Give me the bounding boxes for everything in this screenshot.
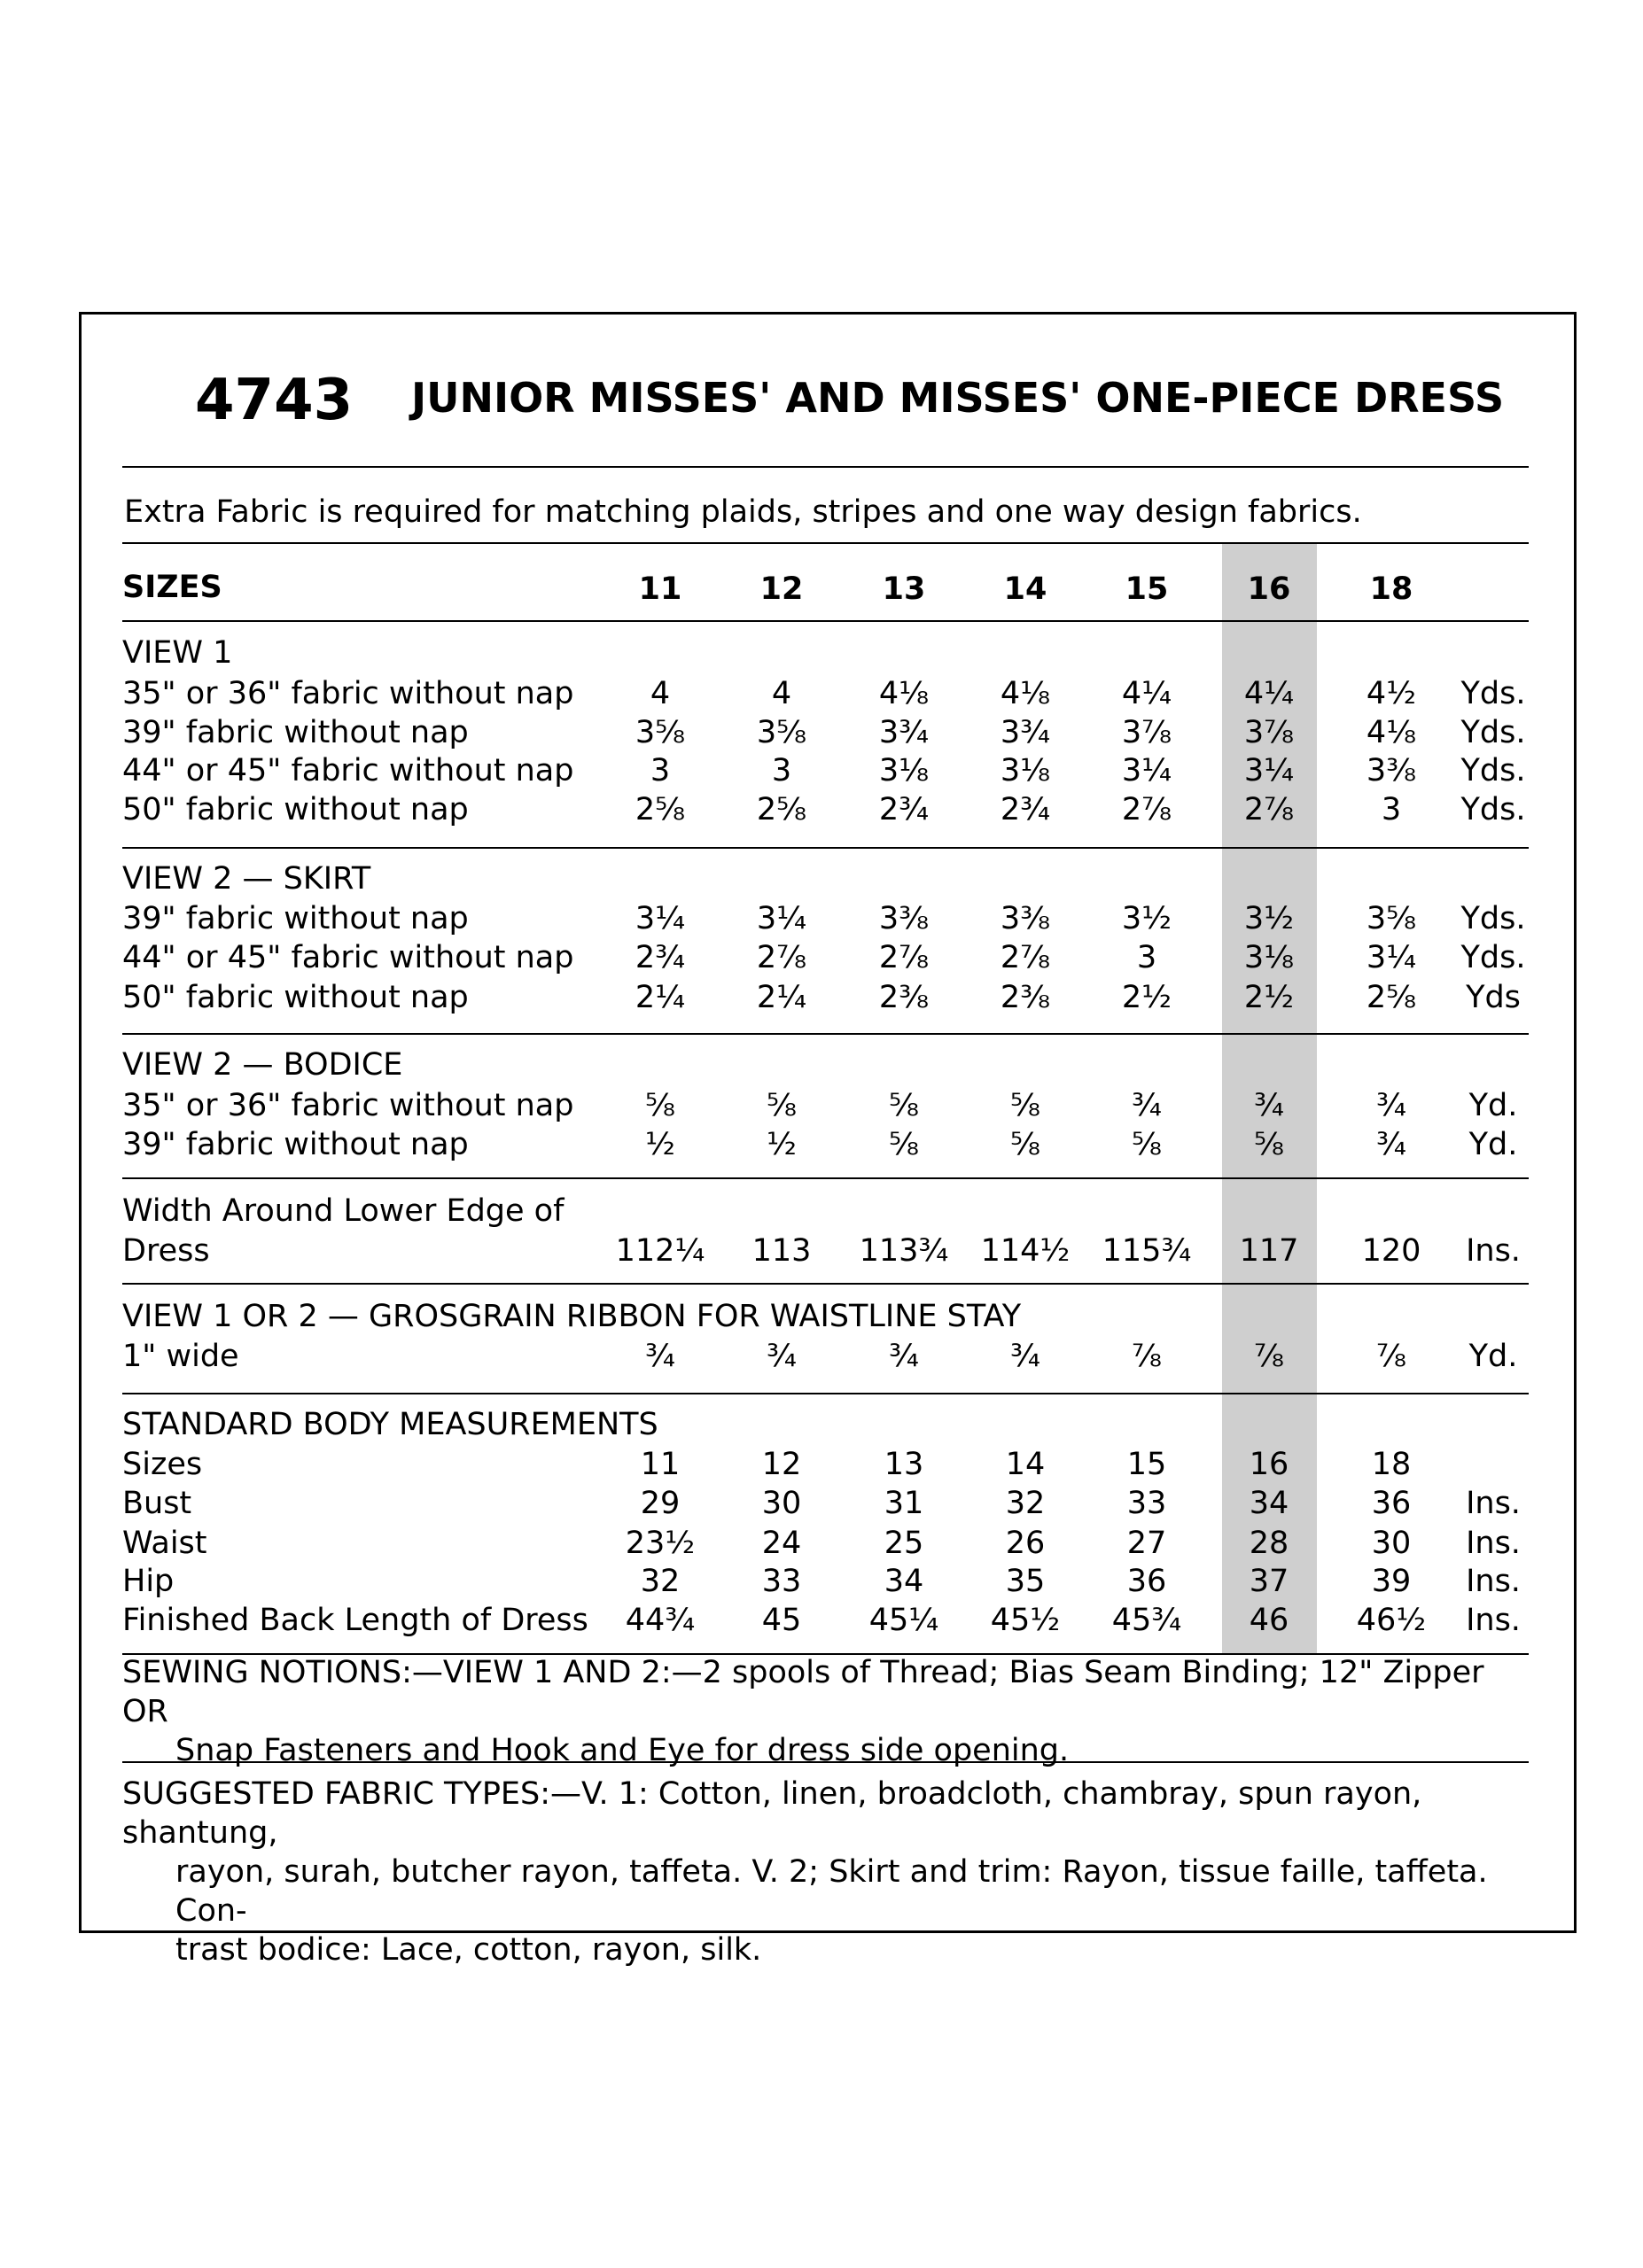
unit-label: Ins. xyxy=(1466,1486,1521,1521)
value-cell: 23½ xyxy=(625,1526,696,1561)
divider xyxy=(122,1653,1529,1655)
value-cell: 117 xyxy=(1239,1233,1299,1269)
extra-fabric-note: Extra Fabric is required for matching plaids, stripes and one way design fabrics. xyxy=(124,494,1362,530)
value-cell: 2⅞ xyxy=(1000,940,1051,975)
value-cell: 15 xyxy=(1125,571,1169,607)
value-cell: ⅝ xyxy=(1010,1127,1040,1162)
value-cell: ½ xyxy=(767,1127,797,1162)
unit-label: Yds. xyxy=(1460,792,1526,827)
value-cell: 36 xyxy=(1126,1564,1167,1599)
value-cell: ¾ xyxy=(1010,1339,1040,1374)
pattern-number: 4743 xyxy=(195,368,354,433)
value-cell: 11 xyxy=(638,571,682,607)
value-cell: 2⅜ xyxy=(878,980,930,1015)
value-cell: 2⅝ xyxy=(1366,980,1417,1015)
value-cell: 3⅜ xyxy=(878,901,930,936)
value-cell: ⅞ xyxy=(1132,1339,1162,1374)
value-cell: 45¾ xyxy=(1111,1603,1182,1638)
unit-label: Yd. xyxy=(1468,1339,1518,1374)
value-cell: 33 xyxy=(761,1564,802,1599)
value-cell: ¾ xyxy=(645,1339,675,1374)
value-cell: 2⅞ xyxy=(878,940,930,975)
value-cell: ½ xyxy=(645,1127,675,1162)
divider xyxy=(122,1033,1529,1035)
value-cell: 3⅝ xyxy=(635,715,686,750)
value-cell: 16 xyxy=(1247,571,1291,607)
measurement-row-label: Hip xyxy=(122,1564,175,1599)
value-cell: 113¾ xyxy=(859,1233,949,1269)
unit-label: Ins. xyxy=(1466,1603,1521,1638)
value-cell: 4⅛ xyxy=(1000,676,1051,711)
value-cell: ¾ xyxy=(1376,1088,1406,1123)
unit-label: Yds. xyxy=(1460,753,1526,788)
value-cell: 46½ xyxy=(1356,1603,1427,1638)
value-cell: 16 xyxy=(1249,1447,1289,1482)
measurement-row-label: Sizes xyxy=(122,1447,203,1482)
value-cell: ⅝ xyxy=(1010,1088,1040,1123)
value-cell: 37 xyxy=(1249,1564,1289,1599)
value-cell: 30 xyxy=(1371,1526,1412,1561)
section-heading: VIEW 1 xyxy=(122,635,233,671)
fabric-row-label: 35" or 36" fabric without nap xyxy=(122,676,574,711)
fabric-row-label: 39" fabric without nap xyxy=(122,901,469,936)
value-cell: 12 xyxy=(759,571,804,607)
fabric-types-line-3: trast bodice: Lace, cotton, rayon, silk. xyxy=(175,1932,762,1968)
value-cell: 2⅝ xyxy=(756,792,807,827)
sewing-notions-line-1: SEWING NOTIONS:—VIEW 1 AND 2:—2 spools of Thread; Bias Seam Binding; 12" Zipper OR xyxy=(122,1655,1484,1729)
section-heading: VIEW 2 — BODICE xyxy=(122,1047,403,1083)
body-measurements-heading: STANDARD BODY MEASUREMENTS xyxy=(122,1407,658,1442)
value-cell: 3⅝ xyxy=(1366,901,1417,936)
value-cell: 34 xyxy=(884,1564,924,1599)
value-cell: 11 xyxy=(640,1447,681,1482)
value-cell: 3⅜ xyxy=(1366,753,1417,788)
value-cell: 3⅞ xyxy=(1121,715,1172,750)
value-cell: 18 xyxy=(1369,571,1413,607)
divider xyxy=(122,542,1529,544)
unit-label: Yds. xyxy=(1460,901,1526,936)
value-cell: 46 xyxy=(1249,1603,1289,1638)
value-cell: 32 xyxy=(640,1564,681,1599)
value-cell: 12 xyxy=(761,1447,802,1482)
pattern-title: JUNIOR MISSES' AND MISSES' ONE-PIECE DRESS xyxy=(411,374,1505,422)
value-cell: ⅝ xyxy=(1132,1127,1162,1162)
value-cell: 13 xyxy=(884,1447,924,1482)
value-cell: 45 xyxy=(761,1603,802,1638)
unit-label: Yds. xyxy=(1460,940,1526,975)
measurement-row-label: Waist xyxy=(122,1526,207,1561)
value-cell: 4⅛ xyxy=(878,676,930,711)
value-cell: 3¼ xyxy=(1366,940,1417,975)
value-cell: 2¾ xyxy=(1000,792,1051,827)
value-cell: ¾ xyxy=(767,1339,797,1374)
value-cell: 2⅝ xyxy=(635,792,686,827)
value-cell: 29 xyxy=(640,1486,681,1521)
fabric-row-label: 35" or 36" fabric without nap xyxy=(122,1088,574,1123)
unit-label: Yds. xyxy=(1460,715,1526,750)
value-cell: 2½ xyxy=(1243,980,1295,1015)
value-cell: 2⅞ xyxy=(1121,792,1172,827)
value-cell: 3¼ xyxy=(1121,753,1172,788)
value-cell: 4 xyxy=(650,676,671,711)
value-cell: 2½ xyxy=(1121,980,1172,1015)
value-cell: 39 xyxy=(1371,1564,1412,1599)
value-cell: 4¼ xyxy=(1121,676,1172,711)
value-cell: ⅝ xyxy=(889,1088,919,1123)
value-cell: 3½ xyxy=(1243,901,1295,936)
value-cell: 34 xyxy=(1249,1486,1289,1521)
value-cell: ⅞ xyxy=(1254,1339,1284,1374)
value-cell: 4 xyxy=(771,676,792,711)
unit-label: Yd. xyxy=(1468,1127,1518,1162)
value-cell: 3⅝ xyxy=(756,715,807,750)
fabric-row-label: 39" fabric without nap xyxy=(122,715,469,750)
value-cell: 28 xyxy=(1249,1526,1289,1561)
value-cell: ⅝ xyxy=(767,1088,797,1123)
value-cell: 3¾ xyxy=(1000,715,1051,750)
fabric-types-line-1: SUGGESTED FABRIC TYPES:—V. 1: Cotton, linen, broadcloth, chambray, spun rayon, shantung, xyxy=(122,1776,1422,1851)
value-cell: 3 xyxy=(771,753,792,788)
divider xyxy=(122,847,1529,849)
value-cell: ¾ xyxy=(1254,1088,1284,1123)
divider xyxy=(122,1283,1529,1285)
value-cell: 3¾ xyxy=(878,715,930,750)
unit-label: Yds xyxy=(1466,980,1521,1015)
sewing-notions xyxy=(122,1653,1531,1770)
divider xyxy=(122,620,1529,622)
suggested-fabric-types xyxy=(122,1775,1531,1969)
value-cell: 113 xyxy=(751,1233,812,1269)
fabric-row-label: 44" or 45" fabric without nap xyxy=(122,753,574,788)
value-cell: 2¾ xyxy=(878,792,930,827)
width-around-label: Dress xyxy=(122,1233,210,1269)
value-cell: 2¾ xyxy=(635,940,686,975)
value-cell: 15 xyxy=(1126,1447,1167,1482)
unit-label: Ins. xyxy=(1466,1564,1521,1599)
value-cell: 4½ xyxy=(1366,676,1417,711)
value-cell: 13 xyxy=(882,571,926,607)
value-cell: 3 xyxy=(1136,940,1157,975)
value-cell: 2⅞ xyxy=(1243,792,1295,827)
value-cell: 14 xyxy=(1003,571,1047,607)
value-cell: 3 xyxy=(650,753,671,788)
value-cell: 32 xyxy=(1005,1486,1046,1521)
fabric-types-line-2: rayon, surah, butcher rayon, taffeta. V. 2; Skirt and trim: Rayon, tissue faille, taffeta. Con- xyxy=(175,1854,1488,1929)
value-cell: 26 xyxy=(1005,1526,1046,1561)
fabric-row-label: 50" fabric without nap xyxy=(122,792,469,827)
value-cell: ⅞ xyxy=(1376,1339,1406,1374)
value-cell: 115¾ xyxy=(1102,1233,1192,1269)
value-cell: 114½ xyxy=(980,1233,1071,1269)
value-cell: 3½ xyxy=(1121,901,1172,936)
value-cell: 36 xyxy=(1371,1486,1412,1521)
value-cell: 3¼ xyxy=(756,901,807,936)
value-cell: 2¼ xyxy=(756,980,807,1015)
unit-label: Yd. xyxy=(1468,1088,1518,1123)
width-around-label: Width Around Lower Edge of xyxy=(122,1193,565,1229)
unit-label: Ins. xyxy=(1466,1526,1521,1561)
value-cell: 45¼ xyxy=(868,1603,939,1638)
value-cell: ¾ xyxy=(889,1339,919,1374)
ribbon-heading: VIEW 1 OR 2 — GROSGRAIN RIBBON FOR WAISTLINE STAY xyxy=(122,1299,1022,1334)
value-cell: ⅝ xyxy=(645,1088,675,1123)
value-cell: 45½ xyxy=(990,1603,1061,1638)
divider xyxy=(122,1761,1529,1763)
value-cell: 3⅛ xyxy=(1243,940,1295,975)
value-cell: 2¼ xyxy=(635,980,686,1015)
value-cell: 3⅛ xyxy=(1000,753,1051,788)
value-cell: ⅝ xyxy=(889,1127,919,1162)
unit-label: Ins. xyxy=(1466,1233,1521,1269)
value-cell: 27 xyxy=(1126,1526,1167,1561)
section-heading: VIEW 2 — SKIRT xyxy=(122,861,371,897)
value-cell: 44¾ xyxy=(625,1603,696,1638)
value-cell: 18 xyxy=(1371,1447,1412,1482)
measurement-row-label: Finished Back Length of Dress xyxy=(122,1603,588,1638)
value-cell: 3⅜ xyxy=(1000,901,1051,936)
value-cell: 35 xyxy=(1005,1564,1046,1599)
value-cell: 3⅛ xyxy=(878,753,930,788)
sizes-label: SIZES xyxy=(122,570,222,605)
value-cell: 3¼ xyxy=(635,901,686,936)
value-cell: ⅝ xyxy=(1254,1127,1284,1162)
divider xyxy=(122,1177,1529,1179)
value-cell: 2⅜ xyxy=(1000,980,1051,1015)
value-cell: ¾ xyxy=(1132,1088,1162,1123)
value-cell: 33 xyxy=(1126,1486,1167,1521)
value-cell: 3 xyxy=(1381,792,1402,827)
value-cell: 24 xyxy=(761,1526,802,1561)
value-cell: 3⅞ xyxy=(1243,715,1295,750)
value-cell: 112¼ xyxy=(615,1233,705,1269)
ribbon-label: 1" wide xyxy=(122,1339,239,1374)
value-cell: 25 xyxy=(884,1526,924,1561)
value-cell: 3¼ xyxy=(1243,753,1295,788)
value-cell: 31 xyxy=(884,1486,924,1521)
value-cell: 30 xyxy=(761,1486,802,1521)
value-cell: 14 xyxy=(1005,1447,1046,1482)
value-cell: ¾ xyxy=(1376,1127,1406,1162)
value-cell: 4¼ xyxy=(1243,676,1295,711)
value-cell: 2⅞ xyxy=(756,940,807,975)
value-cell: 4⅛ xyxy=(1366,715,1417,750)
unit-label: Yds. xyxy=(1460,676,1526,711)
divider xyxy=(122,1393,1529,1394)
fabric-row-label: 44" or 45" fabric without nap xyxy=(122,940,574,975)
divider xyxy=(122,466,1529,468)
fabric-row-label: 50" fabric without nap xyxy=(122,980,469,1015)
measurement-row-label: Bust xyxy=(122,1486,192,1521)
value-cell: 120 xyxy=(1361,1233,1421,1269)
sewing-notions-line-2: Snap Fasteners and Hook and Eye for dress side opening. xyxy=(175,1733,1070,1768)
fabric-row-label: 39" fabric without nap xyxy=(122,1127,469,1162)
